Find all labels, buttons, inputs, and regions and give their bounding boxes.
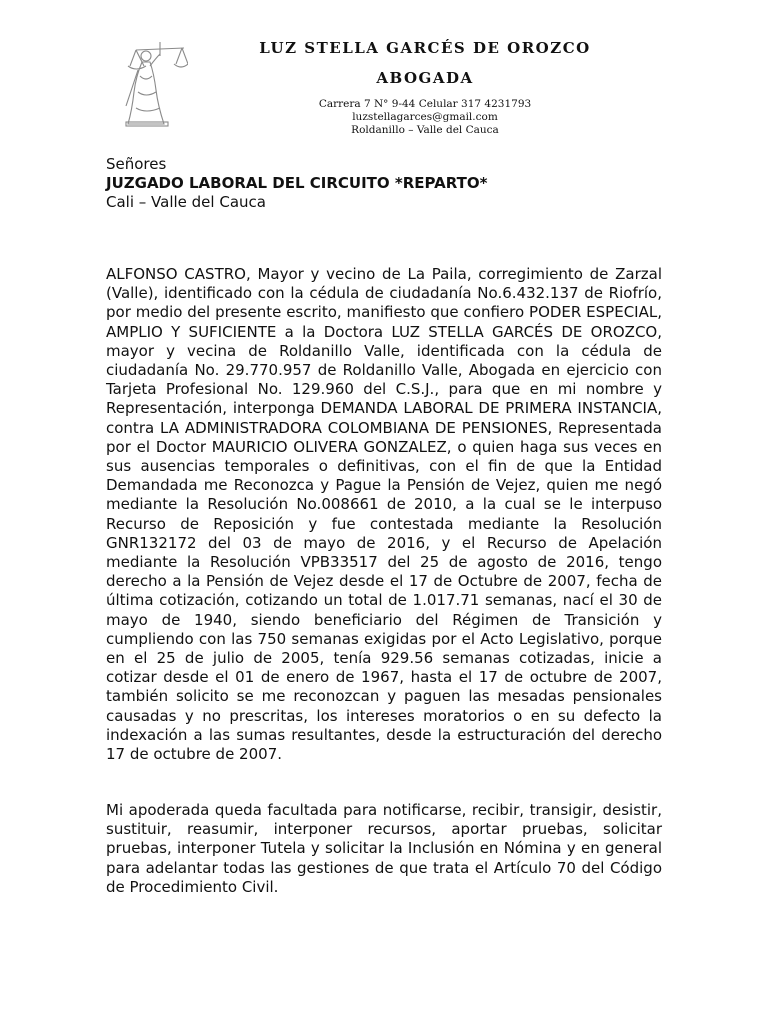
lawyer-name: LUZ STELLA GARCÉS DE OROZCO [259, 39, 591, 57]
body-paragraph-1 [106, 265, 662, 764]
body-paragraph-2 [106, 801, 662, 897]
lawyer-title: ABOGADA [376, 69, 474, 87]
lady-justice-logo-icon [118, 36, 188, 128]
salutation: Señores [106, 155, 167, 173]
paragraph-text: ALFONSO CASTRO, Mayor y vecino de La Paila, corregimiento de Zarzal (Valle), identificado con la cédula de ciudadanía No.6.432.137 de Riofrío, por medio del presente escrito, manifiesto que confiero PODER ESPECIAL, AMPLIO Y SUFICIENTE a la Doctora LUZ STELLA GARCÉS DE OROZCO, mayor y vecina de Roldanillo Valle, identificada con la cédula de ciudadanía No. 29.770.957 de Roldanillo Valle, Abogada en ejercicio con Tarjeta Profesional No. 129.960 del C.S.J., para que en mi nombre y Representación, interponga DEMANDA LABORAL DE PRIMERA INSTANCIA, contra LA ADMINISTRADORA COLOMBIANA DE PENSIONES, Representada por el Doctor MAURICIO OLIVERA GONZALEZ, o quien haga sus veces en sus ausencias temporales o definitivas, con el fin de que la Entidad Demandada me Reconozca y Pague la Pensión de Vejez, quien me negó mediante la Resolución No.008661 de 2010, a la cual se le interpuso Recurso de Reposición y fue contestada mediante la Resolución GNR132172 del 03 de mayo de 2016, y el Recurso de Apelación mediante la Resolución VPB33517 del 25 de agosto de 2016, tengo derecho a la Pensión de Vejez desde el 17 de Octubre de 2007, fecha de última cotización, cotizando un total de 1.017.71 semanas, nací el 30 de mayo de 1940, siendo beneficiario del Régimen de Transición y cumpliendo con las 750 semanas exigidas por el Acto Legislativo, porque en el 25 de julio de 2005, tenía 929.56 semanas cotizadas, inicie a cotizar desde el 01 de enero de 1967, hasta el 17 de octubre de 2007, también solicito se me reconozcan y paguen las mesadas pensionales causadas y no prescritas, los intereses moratorios o en su defecto la indexación a las sumas resultantes, desde la estructuración del derecho 17 de octubre de 2007. [106, 265, 662, 764]
lawyer-city: Roldanillo – Valle del Cauca [351, 124, 499, 136]
court-name: JUZGADO LABORAL DEL CIRCUITO *REPARTO* [106, 174, 488, 192]
paragraph-text: Mi apoderada queda facultada para notificarse, recibir, transigir, desistir, sustituir, reasumir, interponer recursos, aportar pruebas, solicitar pruebas, interponer Tutela y solicitar la Inclusión en Nómina y en general para adelantar todas las gestiones de que trata el Artículo 70 del Código de Procedimiento Civil. [106, 801, 662, 896]
letterhead [240, 38, 610, 137]
court-city: Cali – Valle del Cauca [106, 193, 266, 211]
addressee-block [106, 155, 666, 212]
lawyer-email: luzstellagarces@gmail.com [352, 111, 498, 123]
lawyer-address: Carrera 7 N° 9-44 Celular 317 4231793 [318, 98, 532, 110]
